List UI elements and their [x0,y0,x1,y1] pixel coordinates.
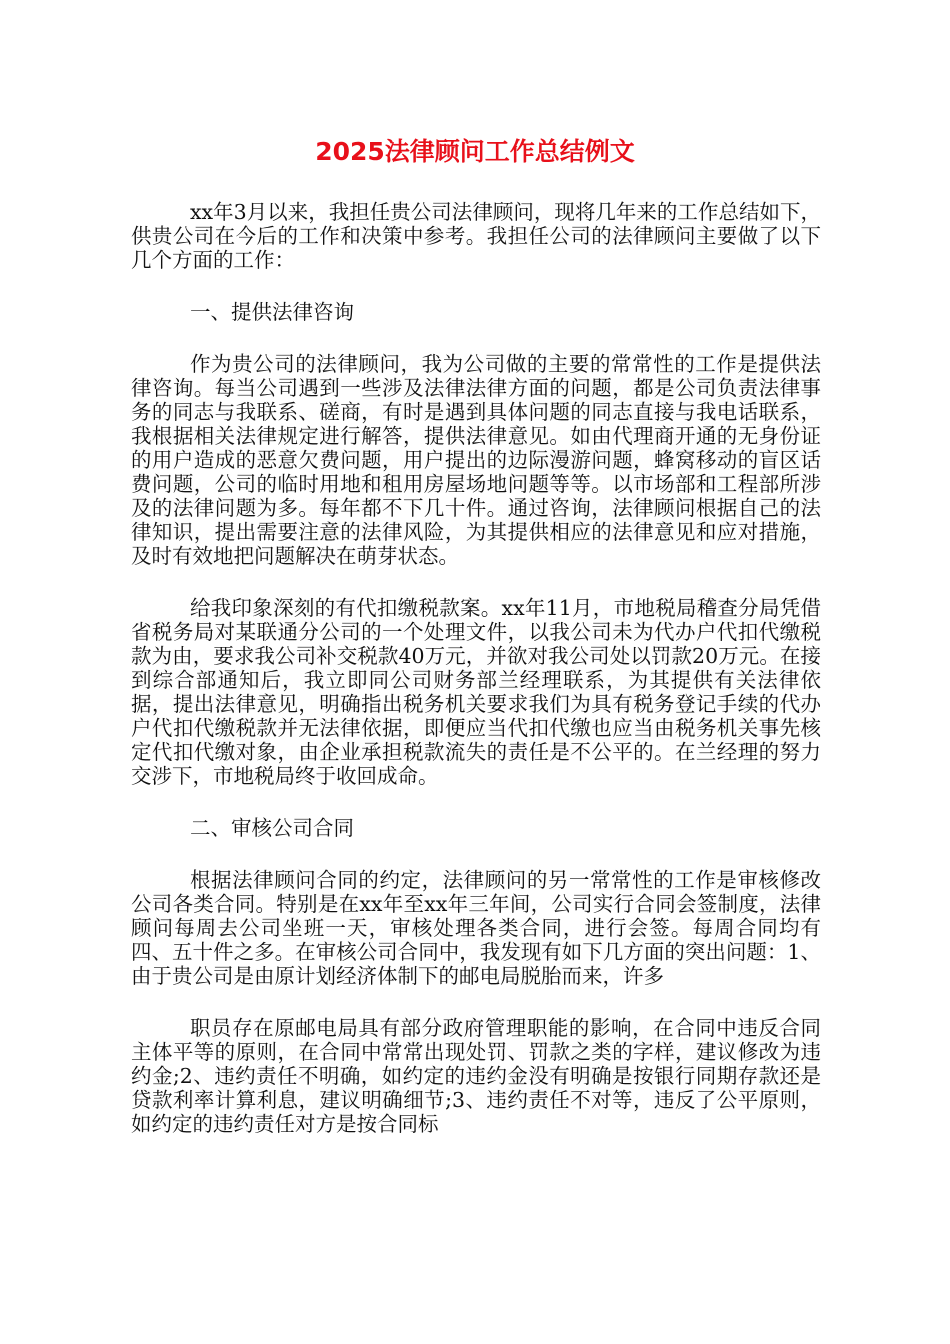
contract-review-paragraph: 根据法律顾问合同的约定，法律顾问的另一常常性的工作是审核修改公司各类合同。特别是在xx年至xx年三年间，公司实行合同会签制度，法律顾问每周去公司坐班一天，审核处理各类合同，进行会签。每周合同均有四、五十件之多。在审核公司合同中，我发现有如下几方面的突出问题：1、由于贵公司是由原计划经济体制下的邮电局脱胎而来，许多 [131,868,821,988]
consulting-paragraph: 作为贵公司的法律顾问，我为公司做的主要的常常性的工作是提供法律咨询。每当公司遇到一些涉及法律法律方面的问题，都是公司负责法律事务的同志与我联系、磋商，有时是遇到具体问题的同志直接与我电话联系，我根据相关法律规定进行解答，提供法律意见。如由代理商开通的无身份证的用户造成的恶意欠费问题，用户提出的边际漫游问题，蜂窝移动的盲区话费问题，公司的临时用地和租用房屋场地问题等等。以市场部和工程部所涉及的法律问题为多。每年都不下几十件。通过咨询，法律顾问根据自己的法律知识，提出需要注意的法律风险，为其提供相应的法律意见和应对措施，及时有效地把问题解决在萌芽状态。 [131,352,821,568]
document-title: 2025法律顾问工作总结例文 [315,137,635,166]
tax-case-paragraph: 给我印象深刻的有代扣缴税款案。xx年11月，市地税局稽查分局凭借省税务局对某联通分公司的一个处理文件，以我公司未为代办户代扣代缴税款为由，要求我公司补交税款40万元，并欲对我公司处以罚款20万元。在接到综合部通知后，我立即同公司财务部兰经理联系，为其提供有关法律依据，提出法律意见，明确指出税务机关要求我们为具有税务登记手续的代办户代扣代缴税款并无法律依据，即便应当代扣代缴也应当由税务机关事先核定代扣代缴对象，由企业承担税款流失的责任是不公平的。在兰经理的努力交涉下，市地税局终于收回成命。 [131,596,821,788]
section-heading-2: 二、审核公司合同 [190,816,354,840]
intro-paragraph: xx年3月以来，我担任贵公司法律顾问，现将几年来的工作总结如下，供贵公司在今后的工作和决策中参考。我担任公司的法律顾问主要做了以下几个方面的工作： [131,200,821,272]
section-heading-1: 一、提供法律咨询 [190,300,354,324]
contract-issues-paragraph: 职员存在原邮电局具有部分政府管理职能的影响，在合同中违反合同主体平等的原则，在合同中常常出现处罚、罚款之类的字样，建议修改为违约金;2、违约责任不明确，如约定的违约金没有明确是按银行同期存款还是贷款利率计算利息，建议明确细节;3、违约责任不对等，违反了公平原则，如约定的违约责任对方是按合同标 [131,1016,821,1136]
document-body [131,200,821,1164]
